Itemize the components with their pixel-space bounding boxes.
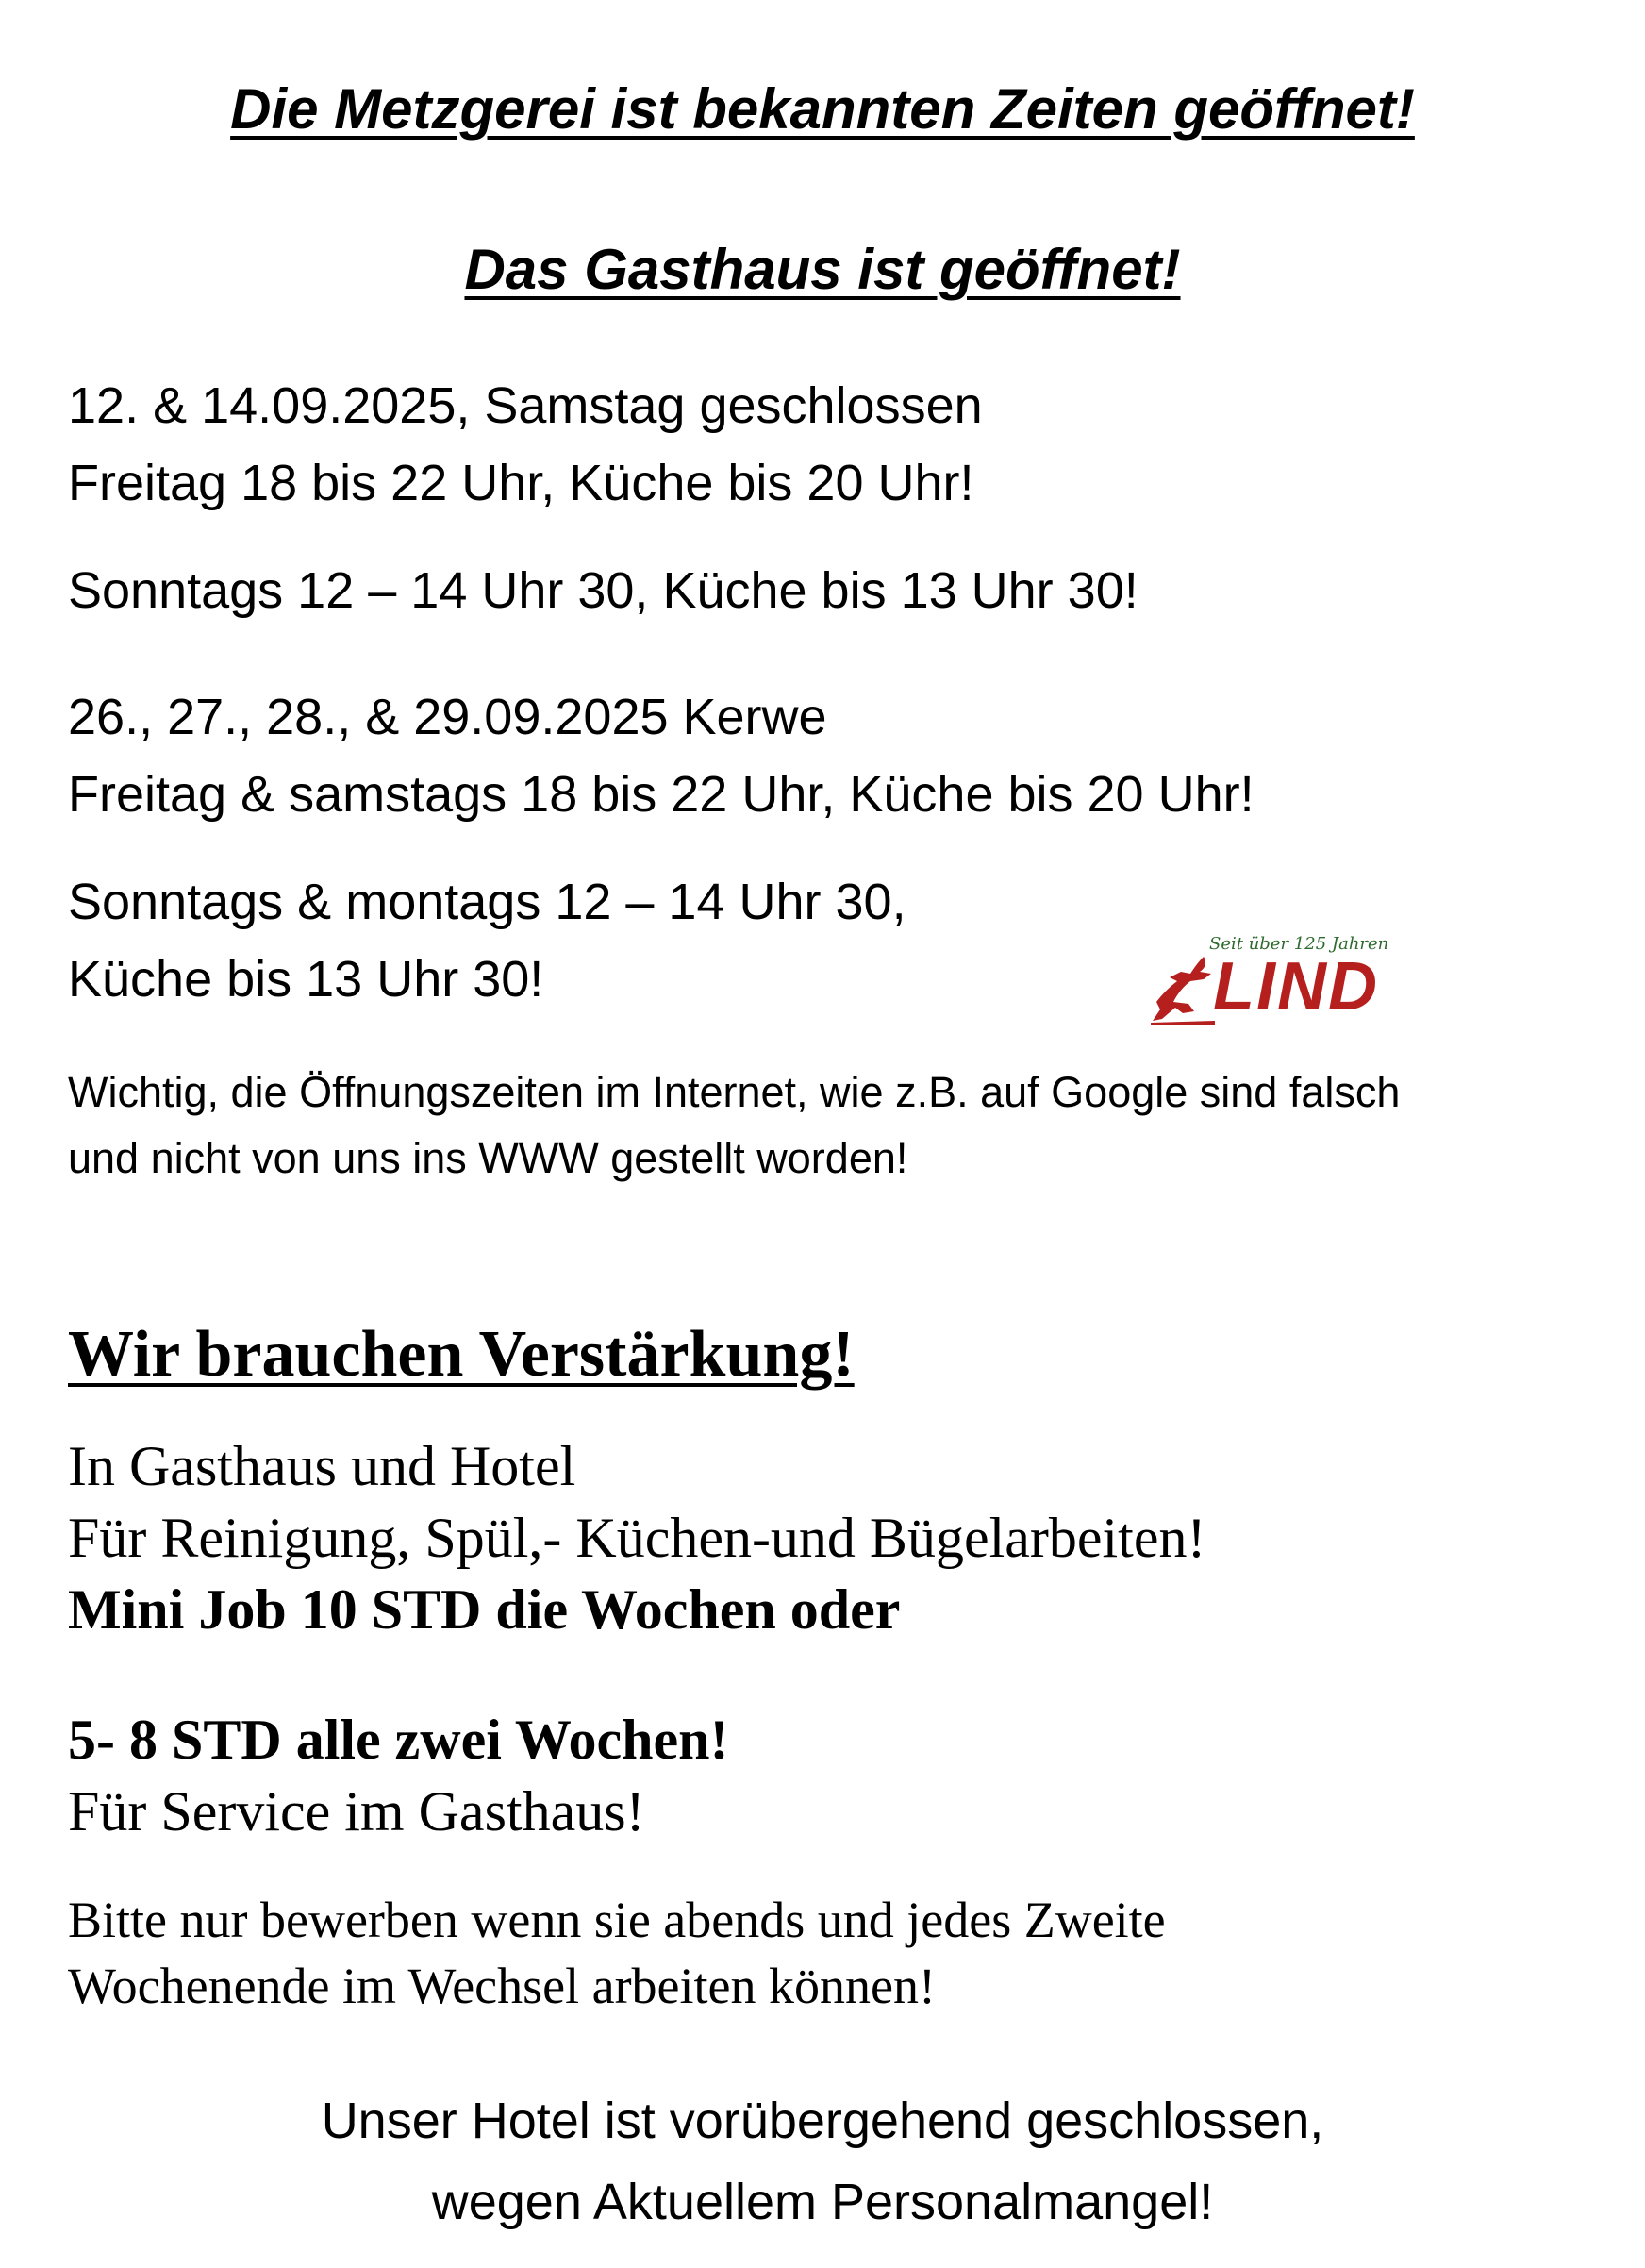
schedule-block1-sunday: Sonntags 12 – 14 Uhr 30, Küche bis 13 Uhr 30! [68,562,1138,619]
footer-line-2: wegen Aktuellem Personalmangel! [431,2174,1214,2230]
jobs-line-4: 5- 8 STD alle zwei Wochen! [68,1709,729,1771]
logo-tagline: Seit über 125 Jahren [1209,934,1389,954]
schedule-block1-dates: 12. & 14.09.2025, Samstag geschlossen [68,377,983,434]
logo-name: LIND [1213,949,1379,1025]
jobs-line-5: Für Service im Gasthaus! [68,1780,645,1843]
heading-inn-open: Das Gasthaus ist geöffnet! [464,238,1181,301]
jobs-title: Wir brauchen Verstärkung! [68,1318,855,1391]
lind-logo [1149,934,1389,1028]
schedule-block1-friday: Freitag 18 bis 22 Uhr, Küche bis 20 Uhr! [68,455,974,511]
schedule-block2-kitchen: Küche bis 13 Uhr 30! [68,951,544,1008]
schedule-block2-dates: 26., 27., 28., & 29.09.2025 Kerwe [68,689,827,745]
jobs-line-1: In Gasthaus und Hotel [68,1435,576,1497]
notice-line-1: Wichtig, die Öffnungszeiten im Internet, wie z.B. auf Google sind falsch [68,1068,1401,1116]
jobs-line-3: Mini Job 10 STD die Wochen oder [68,1578,901,1641]
jobs-line-2: Für Reinigung, Spül,- Küchen-und Bügelarbeiten! [68,1507,1206,1569]
heading-butcher-open: Die Metzgerei ist bekannten Zeiten geöffnet! [230,77,1415,141]
schedule-block2-friday-saturday: Freitag & samstags 18 bis 22 Uhr, Küche bis 20 Uhr! [68,766,1255,823]
jobs-line-7: Wochenende im Wechsel arbeiten können! [68,1958,936,2014]
notice-line-2: und nicht von uns ins WWW gestellt worden! [68,1134,908,1182]
schedule-block2-sunday-monday: Sonntags & montags 12 – 14 Uhr 30, [68,874,906,930]
footer-line-1: Unser Hotel ist vorübergehend geschlossen, [321,2093,1324,2149]
jobs-line-6: Bitte nur bewerben wenn sie abends und jedes Zweite [68,1892,1166,1948]
